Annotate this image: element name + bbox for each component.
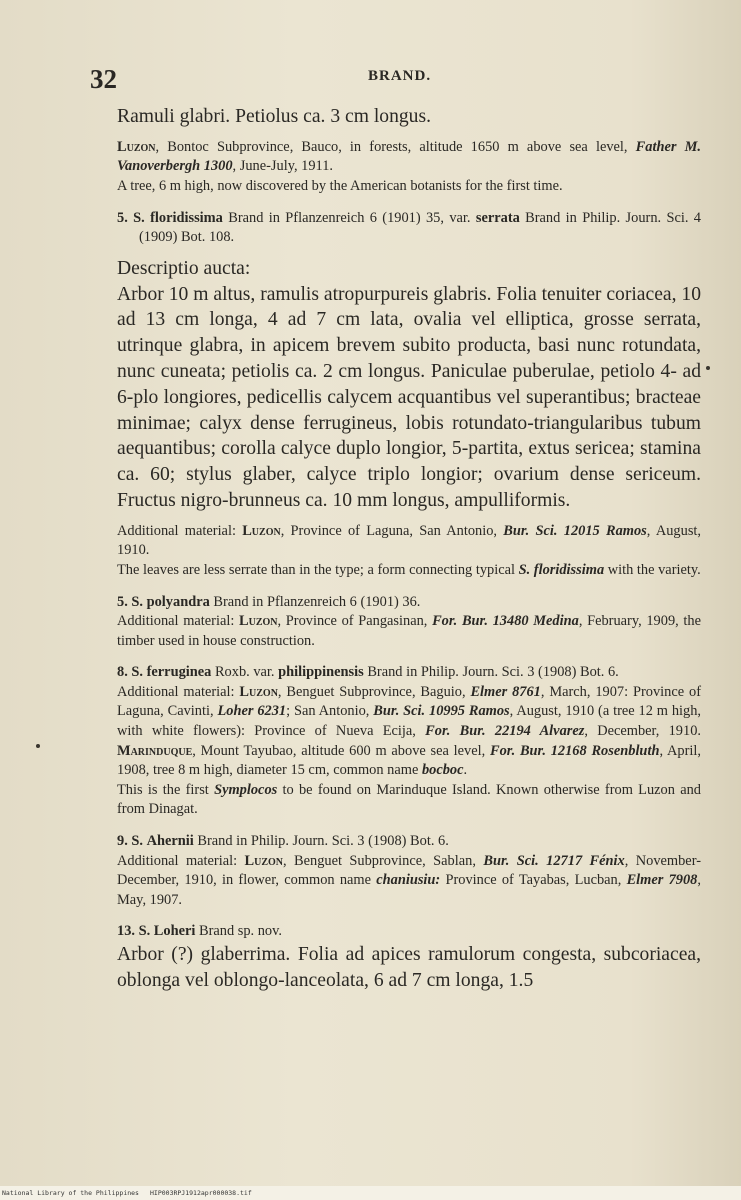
running-head: BRAND.: [368, 68, 432, 84]
additional-material-2: Additional material: Luzon, Province of Pangasinan, For. Bur. 13480 Medina, February, 1909, the timber used in house construction.: [117, 613, 701, 649]
note-paragraph: A tree, 6 m high, now discovered by the American botanists for the first time.: [117, 177, 563, 194]
description-loheri: Arbor (?) glaberrima. Folia ad apices ramulorum congesta, subcoriacea, oblonga vel oblongo-lanceolata, 6 ad 7 cm longa, 1.5: [117, 944, 701, 991]
scan-speck: [706, 366, 710, 370]
note-paragraph-3: This is the first Symplocos to be found on Marinduque Island. Known otherwise from Luzon and from Dinagat.: [117, 781, 702, 818]
additional-material-3: Additional material: Luzon, Benguet Subprovince, Baguio, Elmer 8761, March, 1907: Province of Laguna, Cavinti, Loher 6231; San Antonio, Bur. Sci. 10995 Ramos, August, 1910 (a tree 12 m high, with white flowers): Province of Nueva Ecija, For. Bur. 22194 Alvarez, December, 1910. Marinduque, Mount Tayubao, altitude 600 m above sea level, For. Bur. 12168 Rosenbluth, April, 1908, tree 8 m high, diameter 15 cm, common name bocboc.: [117, 683, 702, 779]
additional-material-1: Additional material: Luzon, Province of Laguna, San Antonio, Bur. Sci. 12015 Ramos, August, 1910.: [117, 522, 702, 559]
species-heading-loheri: 13. S. Loheri Brand sp. nov.: [117, 923, 282, 940]
description-text: Arbor 10 m altus, ramulis atropurpureis glabris. Folia tenuiter coriacea, 10 ad 13 cm longa, 4 ad 7 cm lata, ovalia vel elliptica, grosse serrata, utrinque glabra, in apicem brevem subito producta, basi nunc rotundata, nunc cuneata; petiolis ca. 2 cm longus. Paniculae puberulae, petiolo 4- ad 6-plo longiores, pedicellis calycem acquantibus vel superantibus; bracteae minimae; calyx dense ferrugineus, lobis rotundato-triangularibus tubum aequantibus; corolla calyce duplo longior, 5-partita, extus sericea; stamina ca. 60; stylus glaber, calyce triplo longior; ovarium dense sericeum. Fructus nigro-brunneus ca. 10 mm longus, ampulliformis.: [117, 283, 701, 511]
species-heading-polyandra: 5. S. polyandra Brand in Pflanzenreich 6 (1901) 36.: [117, 593, 421, 610]
page-number: 32: [90, 64, 117, 94]
additional-material-4: Additional material: Luzon, Benguet Subprovince, Sablan, Bur. Sci. 12717 Fénix, November-December, 1910, in flower, common name chaniusiu: Province of Tayabas, Lucban, Elmer 7908, May, 1907.: [117, 852, 701, 908]
paragraph-ramuli: Ramuli glabri. Petiolus ca. 3 cm longus.: [117, 106, 432, 127]
footer-filename: HIP003RPJ1912apr000038.tif: [150, 1189, 252, 1197]
scan-footer: [0, 1186, 741, 1200]
species-heading-ferruginea: 8. S. ferruginea Roxb. var. philippinensis Brand in Philip. Journ. Sci. 3 (1908) Bot. 6.: [117, 664, 619, 681]
species-heading-ahernii: 9. S. Ahernii Brand in Philip. Journ. Sci. 3 (1908) Bot. 6.: [117, 833, 449, 850]
note-paragraph-1: The leaves are less serrate than in the type; a form connecting typical S. floridissima with the variety.: [117, 561, 701, 578]
species-heading-floridissima: 5. S. floridissima Brand in Pflanzenreich 6 (1901) 35, var. serrata Brand in Philip. Journ. Sci. 4 (1909) Bot. 108.: [117, 209, 701, 246]
page-header: [90, 64, 701, 98]
description-heading: Descriptio aucta:: [117, 257, 251, 279]
scan-speck: [36, 744, 40, 748]
footer-source: National Library of the Philippines: [2, 1189, 139, 1197]
text-body: [117, 104, 701, 994]
locality-paragraph: Luzon, Bontoc Subprovince, Bauco, in forests, altitude 1650 m above sea level, Father M. Vanoverbergh 1300, June-July, 1911.: [117, 138, 701, 175]
